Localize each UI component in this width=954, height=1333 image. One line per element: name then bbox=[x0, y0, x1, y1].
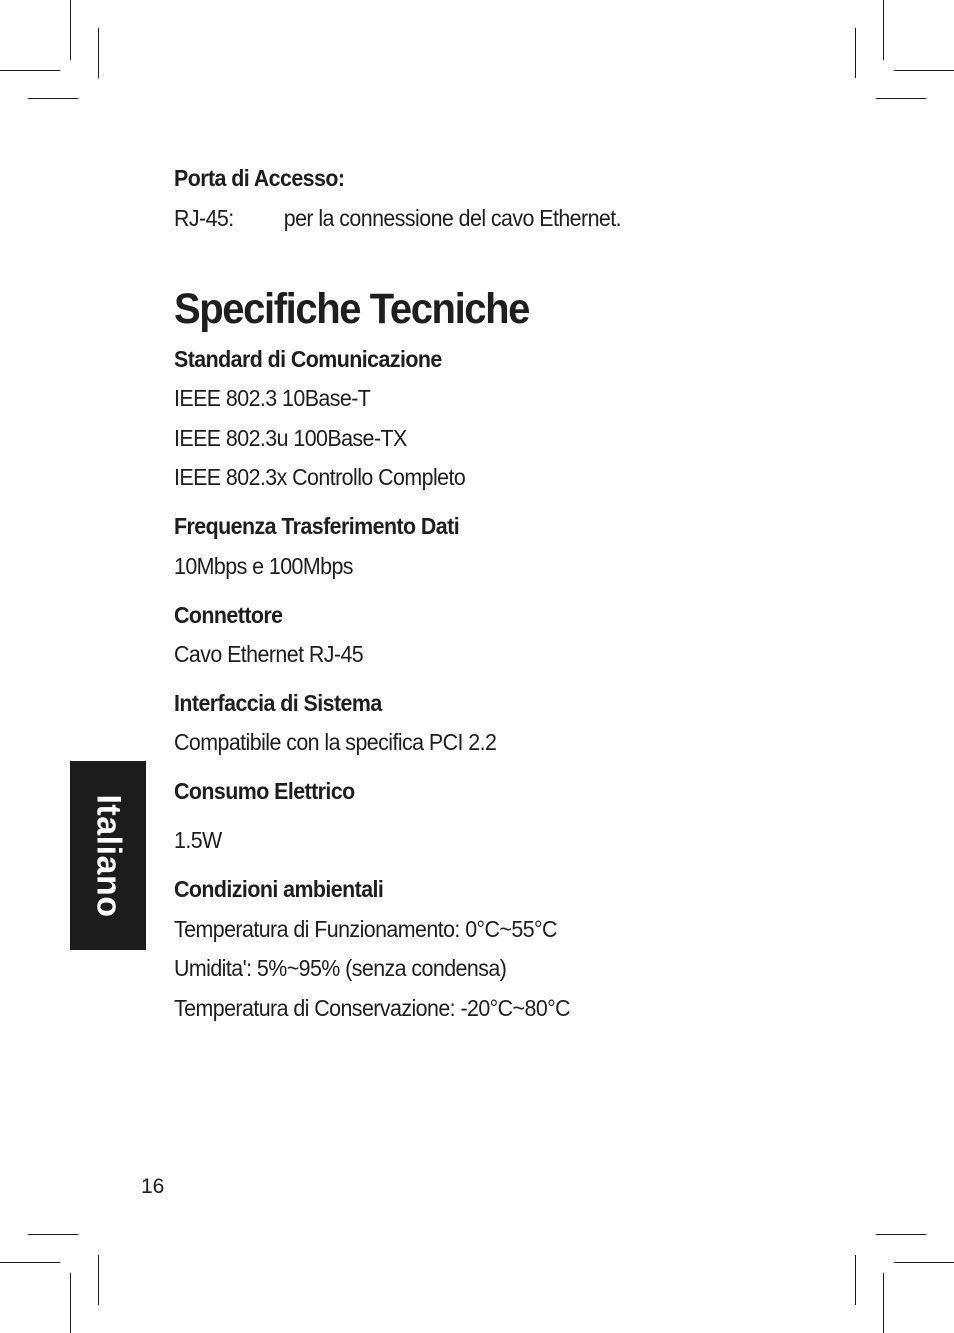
spec-line: IEEE 802.3x Controllo Completo bbox=[174, 464, 466, 490]
crop-mark bbox=[876, 1234, 926, 1235]
spec-line: IEEE 802.3u 100Base-TX bbox=[174, 425, 407, 451]
spec-line: Temperatura di Funzionamento: 0°C~55°C bbox=[174, 916, 557, 942]
crop-mark bbox=[0, 1262, 60, 1263]
crop-mark bbox=[883, 0, 884, 60]
crop-mark bbox=[894, 1262, 954, 1263]
crop-mark bbox=[855, 28, 856, 78]
spec-line: 10Mbps e 100Mbps bbox=[174, 553, 353, 579]
section-heading-connector: Connettore bbox=[174, 602, 283, 628]
spec-line: Cavo Ethernet RJ-45 bbox=[174, 641, 364, 667]
crop-mark bbox=[855, 1255, 856, 1305]
crop-mark bbox=[98, 28, 99, 78]
access-port-heading: Porta di Accesso: bbox=[174, 165, 345, 191]
section-heading-environment: Condizioni ambientali bbox=[174, 876, 384, 902]
crop-mark bbox=[28, 98, 78, 99]
page-number: 16 bbox=[141, 1175, 165, 1198]
section-heading-standard: Standard di Comunicazione bbox=[174, 346, 442, 372]
spec-line: IEEE 802.3 10Base-T bbox=[174, 385, 371, 411]
crop-mark bbox=[28, 1234, 78, 1235]
spec-line: 1.5W bbox=[174, 827, 222, 853]
spec-line: Compatibile con la specifica PCI 2.2 bbox=[174, 729, 497, 755]
section-heading-power: Consumo Elettrico bbox=[174, 778, 355, 804]
spec-line: Temperatura di Conservazione: -20°C~80°C bbox=[174, 995, 571, 1021]
access-port-value: per la connessione del cavo Ethernet. bbox=[283, 205, 622, 231]
spec-line: Umidita': 5%~95% (senza condensa) bbox=[174, 955, 507, 981]
access-port-row bbox=[174, 203, 621, 233]
crop-mark bbox=[894, 70, 954, 71]
crop-mark bbox=[883, 1273, 884, 1333]
access-port-label: RJ-45: bbox=[174, 205, 234, 231]
section-heading-data-rate: Frequenza Trasferimento Dati bbox=[174, 513, 460, 539]
crop-mark bbox=[70, 1273, 71, 1333]
page-title: Specifiche Tecniche bbox=[174, 285, 530, 333]
crop-mark bbox=[98, 1255, 99, 1305]
crop-mark bbox=[70, 0, 71, 60]
section-heading-system-interface: Interfaccia di Sistema bbox=[174, 690, 382, 716]
crop-mark bbox=[0, 70, 60, 71]
crop-mark bbox=[876, 98, 926, 99]
language-tab-label: Italiano bbox=[89, 793, 128, 918]
language-tab bbox=[70, 761, 146, 950]
